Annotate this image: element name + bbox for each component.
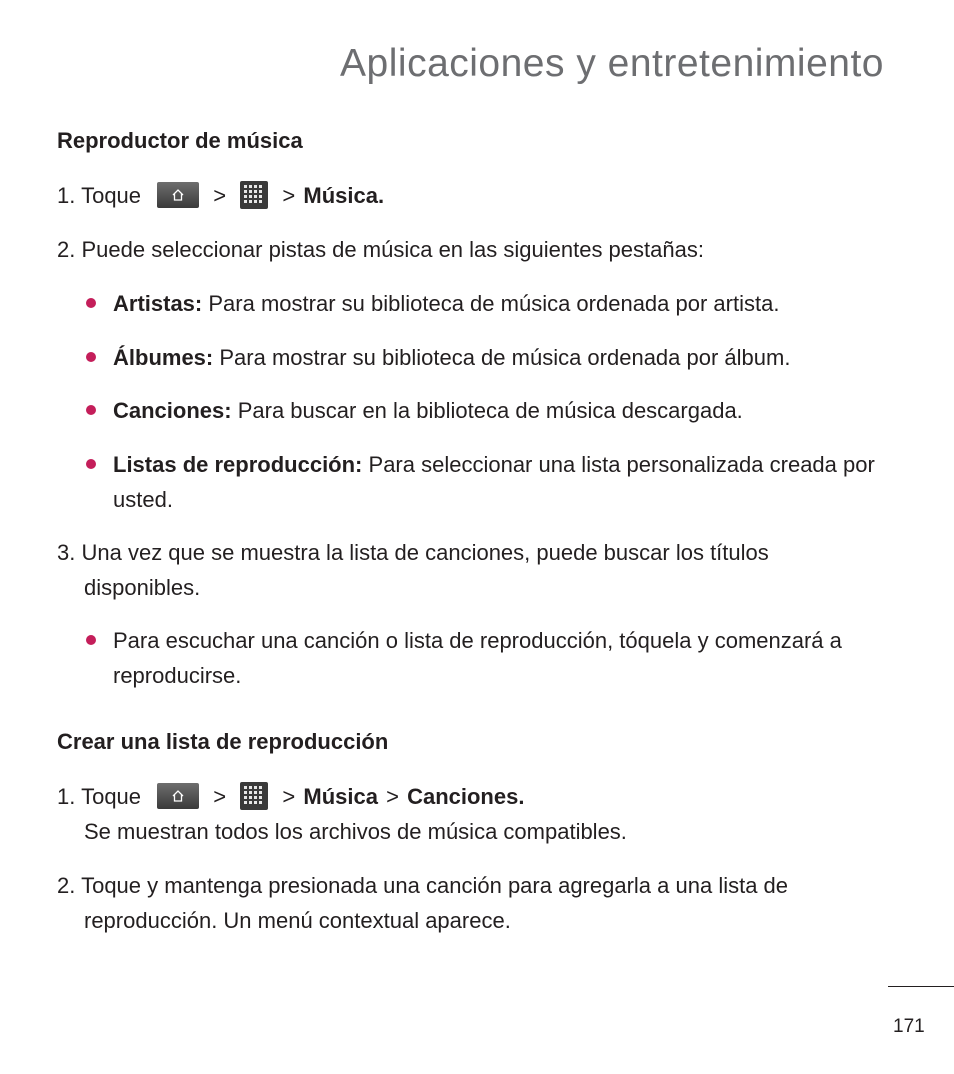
step-text: Una vez que se muestra la lista de canciones, puede buscar los títulos <box>81 540 769 565</box>
bullet-dot <box>86 635 96 645</box>
footer-rule <box>888 986 954 987</box>
bullet-text: Para buscar en la biblioteca de música descargada. <box>237 398 743 423</box>
home-key-icon <box>157 182 199 208</box>
separator: > <box>282 784 296 809</box>
bullet-dot <box>86 298 96 308</box>
step-1-line <box>57 779 524 814</box>
bullet-artists <box>113 286 779 321</box>
step-number: 1. <box>57 784 76 809</box>
step-text: Puede seleccionar pistas de música en las siguientes pestañas: <box>81 237 704 262</box>
bullet-listen: Para escuchar una canción o lista de reproducción, tóquela y comenzará a <box>113 628 842 653</box>
bullet-label: Artistas: <box>113 291 203 316</box>
step-3-line <box>57 535 769 570</box>
bullet-text: Para mostrar su biblioteca de música ordenada por álbum. <box>219 345 791 370</box>
target-music: Música. <box>303 183 385 208</box>
bullet-playlists-cont: usted. <box>113 487 173 512</box>
step-number: 1. <box>57 183 76 208</box>
step-text: Toque <box>81 784 142 809</box>
bullet-albums <box>113 340 790 375</box>
separator: > <box>213 183 227 208</box>
bullet-label: Canciones: <box>113 398 232 423</box>
section-heading-create-playlist: Crear una lista de reproducción <box>57 729 389 754</box>
page-number: 171 <box>893 1016 925 1037</box>
bullet-text: Para seleccionar una lista personalizada creada por <box>368 452 875 477</box>
bullet-text: Para mostrar su biblioteca de música ordenada por artista. <box>208 291 780 316</box>
step-number: 2. <box>57 237 76 262</box>
step-text: Toque y mantenga presionada una canción para agregarla a una lista de <box>81 873 789 898</box>
target-songs: Canciones. <box>407 784 525 809</box>
step-1-line <box>57 178 384 213</box>
section-heading-music-player: Reproductor de música <box>57 128 303 153</box>
step-number: 2. <box>57 873 76 898</box>
home-key-icon <box>157 783 199 809</box>
step-3-cont: disponibles. <box>84 575 201 600</box>
step-number: 3. <box>57 540 76 565</box>
separator: > <box>386 784 399 809</box>
bullet-label: Álbumes: <box>113 345 214 370</box>
target-music: Música <box>303 784 378 809</box>
bullet-listen-cont: reproducirse. <box>113 663 242 688</box>
step-text: Toque <box>81 183 142 208</box>
bullet-songs <box>113 393 743 428</box>
bullet-dot <box>86 459 96 469</box>
bullet-playlists <box>113 447 875 482</box>
separator: > <box>282 183 296 208</box>
bullet-label: Listas de reproducción: <box>113 452 363 477</box>
bullet-dot <box>86 405 96 415</box>
step-2-line <box>57 232 704 267</box>
apps-grid-icon <box>240 181 268 209</box>
bullet-dot <box>86 352 96 362</box>
apps-grid-icon <box>240 782 268 810</box>
step-1-result: Se muestran todos los archivos de música compatibles. <box>84 819 627 844</box>
separator: > <box>213 784 227 809</box>
step-2-cont: reproducción. Un menú contextual aparece. <box>84 908 511 933</box>
page-title: Aplicaciones y entretenimiento <box>340 42 884 85</box>
step-2-line <box>57 868 788 903</box>
